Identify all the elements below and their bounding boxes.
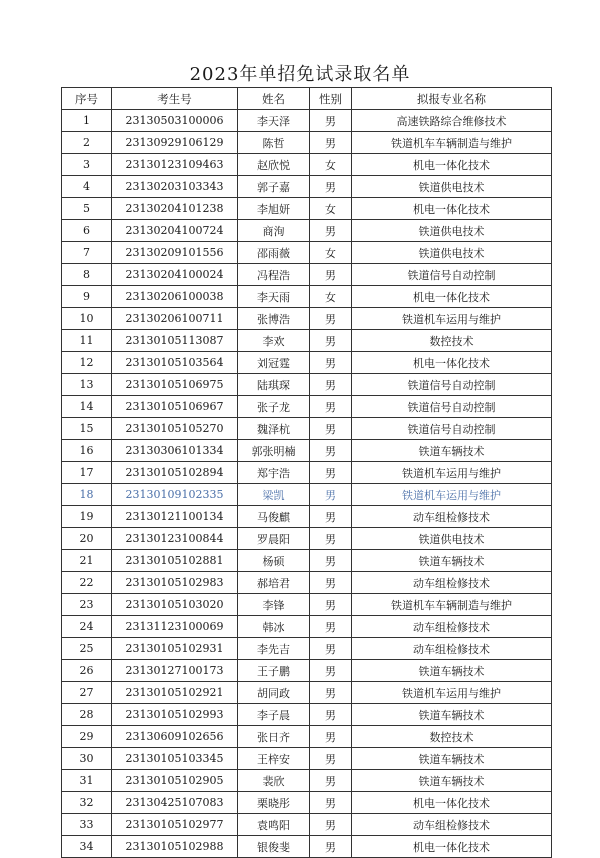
cell-index: 28: [62, 704, 112, 726]
cell-name: 杨硕: [238, 550, 310, 572]
cell-gender: 男: [310, 440, 352, 462]
table-row: [62, 704, 552, 726]
cell-major: 机电一体化技术: [352, 198, 552, 220]
cell-candidate-id: 23130206100711: [112, 308, 238, 330]
cell-index: 9: [62, 286, 112, 308]
cell-major: 动车组检修技术: [352, 506, 552, 528]
cell-gender: 男: [310, 418, 352, 440]
cell-gender: 男: [310, 330, 352, 352]
table-row: [62, 616, 552, 638]
cell-name: 冯程浩: [238, 264, 310, 286]
header-name: 姓名: [238, 88, 310, 110]
cell-index: 27: [62, 682, 112, 704]
cell-candidate-id: 23130105102983: [112, 572, 238, 594]
cell-index: 25: [62, 638, 112, 660]
cell-candidate-id: 23130204100024: [112, 264, 238, 286]
cell-index: 10: [62, 308, 112, 330]
cell-index: 22: [62, 572, 112, 594]
table-row: [62, 440, 552, 462]
table-row: [62, 220, 552, 242]
cell-major: 铁道机车车辆制造与维护: [352, 594, 552, 616]
cell-index: 18: [62, 484, 112, 506]
cell-name: 郭子嘉: [238, 176, 310, 198]
table-row: [62, 770, 552, 792]
cell-name: 韩冰: [238, 616, 310, 638]
cell-candidate-id: 23130105102894: [112, 462, 238, 484]
cell-name: 陆琪琛: [238, 374, 310, 396]
cell-gender: 男: [310, 374, 352, 396]
cell-major: 铁道信号自动控制: [352, 264, 552, 286]
cell-major: 铁道机车运用与维护: [352, 462, 552, 484]
cell-candidate-id: 23130105103564: [112, 352, 238, 374]
table-row: [62, 638, 552, 660]
cell-candidate-id: 23130206100038: [112, 286, 238, 308]
cell-major: 铁道供电技术: [352, 528, 552, 550]
cell-gender: 男: [310, 110, 352, 132]
table-header-row: [62, 88, 552, 110]
cell-gender: 男: [310, 484, 352, 506]
cell-major: 机电一体化技术: [352, 836, 552, 858]
cell-candidate-id: 23130609102656: [112, 726, 238, 748]
cell-candidate-id: 23130105106975: [112, 374, 238, 396]
cell-candidate-id: 23130105102905: [112, 770, 238, 792]
cell-gender: 男: [310, 726, 352, 748]
cell-gender: 男: [310, 704, 352, 726]
cell-candidate-id: 23130121100134: [112, 506, 238, 528]
table-row: [62, 132, 552, 154]
cell-index: 29: [62, 726, 112, 748]
header-index: 序号: [62, 88, 112, 110]
cell-major: 铁道供电技术: [352, 176, 552, 198]
cell-candidate-id: 23130105105270: [112, 418, 238, 440]
cell-name: 赵欣悦: [238, 154, 310, 176]
admission-list-table: [61, 87, 552, 858]
cell-name: 胡同政: [238, 682, 310, 704]
cell-index: 33: [62, 814, 112, 836]
cell-gender: 男: [310, 528, 352, 550]
cell-name: 王子鹏: [238, 660, 310, 682]
cell-major: 机电一体化技术: [352, 792, 552, 814]
cell-candidate-id: 23130109102335: [112, 484, 238, 506]
cell-name: 马俊麒: [238, 506, 310, 528]
cell-gender: 男: [310, 682, 352, 704]
cell-index: 1: [62, 110, 112, 132]
cell-candidate-id: 23130203103343: [112, 176, 238, 198]
cell-candidate-id: 23130503100006: [112, 110, 238, 132]
cell-name: 李欢: [238, 330, 310, 352]
cell-index: 4: [62, 176, 112, 198]
cell-index: 16: [62, 440, 112, 462]
cell-index: 19: [62, 506, 112, 528]
cell-major: 铁道机车运用与维护: [352, 682, 552, 704]
cell-candidate-id: 23130105102993: [112, 704, 238, 726]
cell-major: 铁道信号自动控制: [352, 418, 552, 440]
cell-major: 高速铁路综合维修技术: [352, 110, 552, 132]
cell-major: 动车组检修技术: [352, 814, 552, 836]
cell-name: 张子龙: [238, 396, 310, 418]
cell-name: 裴欣: [238, 770, 310, 792]
cell-name: 李天雨: [238, 286, 310, 308]
cell-major: 铁道机车运用与维护: [352, 484, 552, 506]
cell-gender: 男: [310, 594, 352, 616]
cell-gender: 男: [310, 748, 352, 770]
cell-candidate-id: 23130306101334: [112, 440, 238, 462]
cell-candidate-id: 23130123100844: [112, 528, 238, 550]
cell-major: 铁道信号自动控制: [352, 396, 552, 418]
cell-name: 张日齐: [238, 726, 310, 748]
header-gender: 性别: [310, 88, 352, 110]
cell-index: 15: [62, 418, 112, 440]
header-candidate-id: 考生号: [112, 88, 238, 110]
table-row: [62, 330, 552, 352]
cell-name: 陈哲: [238, 132, 310, 154]
cell-candidate-id: 23130105102931: [112, 638, 238, 660]
cell-gender: 男: [310, 506, 352, 528]
cell-gender: 男: [310, 132, 352, 154]
cell-gender: 女: [310, 286, 352, 308]
cell-name: 郭张明楠: [238, 440, 310, 462]
cell-gender: 男: [310, 550, 352, 572]
table-row: [62, 110, 552, 132]
cell-name: 梁凯: [238, 484, 310, 506]
cell-major: 动车组检修技术: [352, 638, 552, 660]
cell-index: 6: [62, 220, 112, 242]
table-body: [62, 110, 552, 858]
table-row: [62, 682, 552, 704]
cell-major: 铁道信号自动控制: [352, 374, 552, 396]
cell-gender: 男: [310, 616, 352, 638]
cell-index: 14: [62, 396, 112, 418]
cell-gender: 男: [310, 462, 352, 484]
table-row: [62, 308, 552, 330]
cell-major: 铁道机车车辆制造与维护: [352, 132, 552, 154]
cell-candidate-id: 23130204100724: [112, 220, 238, 242]
cell-major: 数控技术: [352, 330, 552, 352]
table-row: [62, 726, 552, 748]
table-row: [62, 418, 552, 440]
table-row: [62, 286, 552, 308]
cell-major: 铁道车辆技术: [352, 770, 552, 792]
table-row: [62, 528, 552, 550]
cell-candidate-id: 23130105103020: [112, 594, 238, 616]
table-row: [62, 660, 552, 682]
cell-index: 30: [62, 748, 112, 770]
cell-name: 罗晨阳: [238, 528, 310, 550]
header-major: 拟报专业名称: [352, 88, 552, 110]
table-row: [62, 242, 552, 264]
table-row: [62, 836, 552, 858]
cell-candidate-id: 23130105102921: [112, 682, 238, 704]
cell-name: 邵雨薇: [238, 242, 310, 264]
cell-candidate-id: 23130204101238: [112, 198, 238, 220]
cell-candidate-id: 23130929106129: [112, 132, 238, 154]
cell-gender: 男: [310, 836, 352, 858]
cell-candidate-id: 23130105102881: [112, 550, 238, 572]
cell-name: 袁鸣阳: [238, 814, 310, 836]
cell-candidate-id: 23130123109463: [112, 154, 238, 176]
cell-major: 铁道车辆技术: [352, 704, 552, 726]
cell-index: 5: [62, 198, 112, 220]
cell-name: 刘冠霆: [238, 352, 310, 374]
cell-gender: 男: [310, 352, 352, 374]
table-row: [62, 814, 552, 836]
cell-name: 郑宇浩: [238, 462, 310, 484]
cell-candidate-id: 23130105103345: [112, 748, 238, 770]
cell-candidate-id: 23130209101556: [112, 242, 238, 264]
cell-gender: 男: [310, 660, 352, 682]
cell-major: 铁道车辆技术: [352, 748, 552, 770]
cell-index: 32: [62, 792, 112, 814]
cell-major: 数控技术: [352, 726, 552, 748]
table-row: [62, 506, 552, 528]
cell-gender: 男: [310, 220, 352, 242]
cell-gender: 女: [310, 198, 352, 220]
cell-gender: 男: [310, 176, 352, 198]
cell-major: 机电一体化技术: [352, 286, 552, 308]
table-row: [62, 264, 552, 286]
cell-major: 铁道供电技术: [352, 220, 552, 242]
cell-name: 商洵: [238, 220, 310, 242]
cell-candidate-id: 23130127100173: [112, 660, 238, 682]
cell-index: 20: [62, 528, 112, 550]
cell-index: 3: [62, 154, 112, 176]
table-row: [62, 594, 552, 616]
table-row: [62, 792, 552, 814]
table-row: [62, 374, 552, 396]
cell-index: 11: [62, 330, 112, 352]
cell-index: 13: [62, 374, 112, 396]
table-row: [62, 396, 552, 418]
cell-name: 魏泽杭: [238, 418, 310, 440]
table-row: [62, 550, 552, 572]
cell-name: 王梓安: [238, 748, 310, 770]
cell-index: 2: [62, 132, 112, 154]
cell-name: 李先吉: [238, 638, 310, 660]
cell-major: 铁道车辆技术: [352, 550, 552, 572]
cell-name: 李天泽: [238, 110, 310, 132]
cell-candidate-id: 23130105102977: [112, 814, 238, 836]
cell-gender: 男: [310, 814, 352, 836]
document-title: 2023年单招免试录取名单: [189, 64, 411, 85]
cell-gender: 男: [310, 770, 352, 792]
table-row: [62, 154, 552, 176]
table-row: [62, 484, 552, 506]
cell-gender: 男: [310, 572, 352, 594]
cell-candidate-id: 23130425107083: [112, 792, 238, 814]
cell-candidate-id: 23130105102988: [112, 836, 238, 858]
cell-candidate-id: 23130105113087: [112, 330, 238, 352]
cell-major: 铁道机车运用与维护: [352, 308, 552, 330]
cell-index: 34: [62, 836, 112, 858]
cell-index: 8: [62, 264, 112, 286]
cell-major: 机电一体化技术: [352, 352, 552, 374]
cell-major: 动车组检修技术: [352, 572, 552, 594]
cell-name: 李旭妍: [238, 198, 310, 220]
cell-gender: 男: [310, 264, 352, 286]
cell-index: 21: [62, 550, 112, 572]
cell-gender: 男: [310, 308, 352, 330]
cell-gender: 男: [310, 396, 352, 418]
cell-index: 23: [62, 594, 112, 616]
cell-index: 24: [62, 616, 112, 638]
cell-index: 31: [62, 770, 112, 792]
cell-name: 栗晓彤: [238, 792, 310, 814]
cell-gender: 女: [310, 154, 352, 176]
cell-gender: 女: [310, 242, 352, 264]
cell-major: 铁道车辆技术: [352, 440, 552, 462]
cell-name: 李锋: [238, 594, 310, 616]
table-row: [62, 352, 552, 374]
cell-major: 动车组检修技术: [352, 616, 552, 638]
cell-index: 7: [62, 242, 112, 264]
cell-name: 银俊斐: [238, 836, 310, 858]
cell-major: 铁道车辆技术: [352, 660, 552, 682]
cell-index: 17: [62, 462, 112, 484]
cell-name: 李子晨: [238, 704, 310, 726]
table-row: [62, 572, 552, 594]
cell-major: 铁道供电技术: [352, 242, 552, 264]
cell-candidate-id: 23130105106967: [112, 396, 238, 418]
table-row: [62, 176, 552, 198]
table-row: [62, 198, 552, 220]
table-row: [62, 748, 552, 770]
cell-name: 张博浩: [238, 308, 310, 330]
table-row: [62, 462, 552, 484]
cell-name: 郝培君: [238, 572, 310, 594]
cell-major: 机电一体化技术: [352, 154, 552, 176]
cell-gender: 男: [310, 792, 352, 814]
cell-candidate-id: 23131123100069: [112, 616, 238, 638]
cell-index: 12: [62, 352, 112, 374]
cell-index: 26: [62, 660, 112, 682]
cell-gender: 男: [310, 638, 352, 660]
